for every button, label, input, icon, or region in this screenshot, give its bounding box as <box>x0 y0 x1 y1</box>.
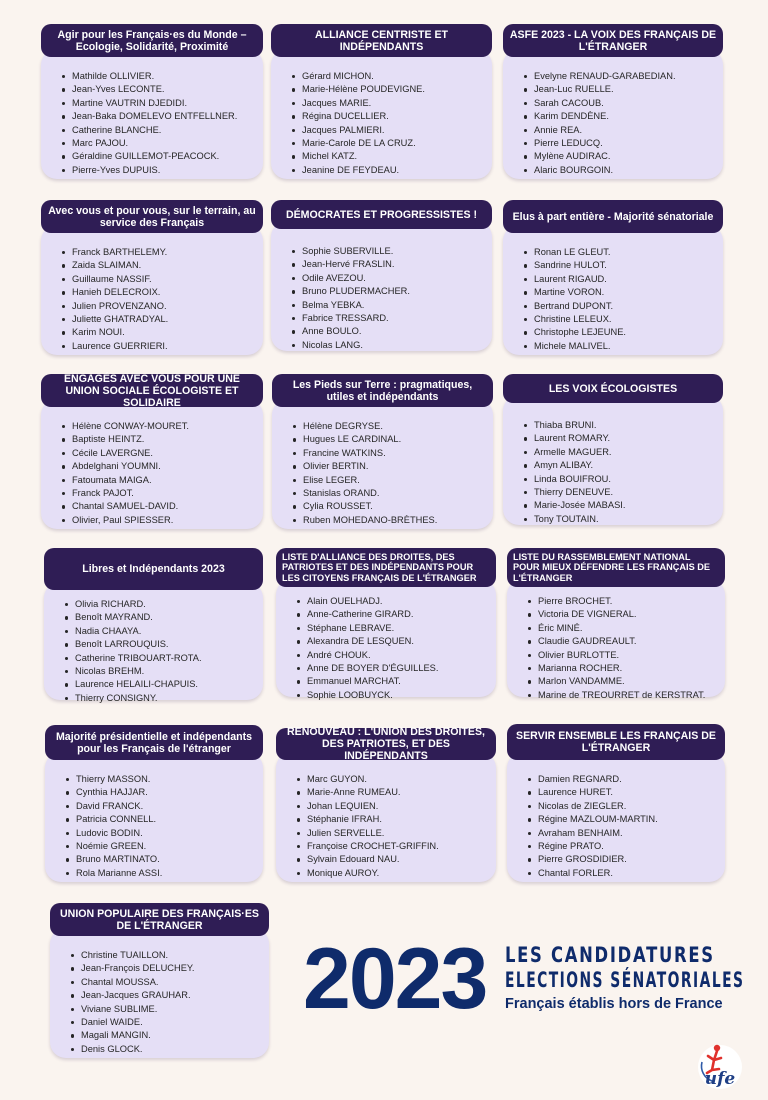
list-card <box>507 548 725 700</box>
candidate-item: Amyn ALIBAY. <box>522 459 723 472</box>
candidate-item: Fabrice TRESSARD. <box>290 312 492 325</box>
list-card <box>41 24 263 179</box>
candidate-list-body <box>41 399 263 529</box>
list-title: ALLIANCE CENTRISTE ET INDÉPENDANTS <box>271 24 492 57</box>
candidate-item: Linda BOUIFROU. <box>522 473 723 486</box>
candidate-item: Stéphanie IFRAH. <box>295 813 496 826</box>
list-card <box>271 200 492 351</box>
candidate-list <box>522 70 723 177</box>
list-card <box>272 374 493 529</box>
candidate-item: Michel KATZ. <box>290 150 492 163</box>
candidate-item: Jacques MARIE. <box>290 97 492 110</box>
candidate-item: Jean-Hervé FRASLIN. <box>290 258 492 271</box>
candidate-item: Christine TUAILLON. <box>69 949 269 962</box>
candidate-item: Marlon VANDAMME. <box>526 675 725 688</box>
candidate-item: Bertrand DUPONT. <box>522 300 723 313</box>
candidate-list <box>526 595 725 702</box>
candidate-item: Patricia CONNELL. <box>64 813 263 826</box>
candidate-item: Jean-Baka DOMELEVO ENTFELLNER. <box>60 110 263 123</box>
candidate-list <box>63 598 263 705</box>
candidate-list <box>526 773 725 880</box>
candidate-list <box>295 595 496 702</box>
candidate-item: Karim DENDÈNE. <box>522 110 723 123</box>
subtitle-francais-etranger: Français établis hors de France <box>505 996 723 1012</box>
candidate-item: Julien SERVELLE. <box>295 827 496 840</box>
candidate-item: Juliette GHATRADYAL. <box>60 313 263 326</box>
ufe-logo <box>690 1040 746 1090</box>
candidate-item: Christine LELEUX. <box>522 313 723 326</box>
candidate-item: Monique AUROY. <box>295 867 496 880</box>
candidate-item: Francine WATKINS. <box>291 447 493 460</box>
list-title: Avec vous et pour vous, sur le terrain, au service des Français <box>41 200 263 233</box>
list-title: RENOUVEAU : L'UNION DES DROITES, DES PATRIOTES, ET DES INDÉPENDANTS <box>276 728 496 760</box>
list-title: ENGAGÉS AVEC VOUS POUR UNE UNION SOCIALE ÉCOLOGISTE ET SOLIDAIRE <box>41 374 263 407</box>
candidate-item: Julien PROVENZANO. <box>60 300 263 313</box>
candidate-item: Gérard MICHON. <box>290 70 492 83</box>
candidate-item: Claudie GAUDREAULT. <box>526 635 725 648</box>
candidate-list-body <box>271 49 492 179</box>
candidate-item: Olivia RICHARD. <box>63 598 263 611</box>
candidate-item: Mylène AUDIRAC. <box>522 150 723 163</box>
candidate-item: André CHOUK. <box>295 649 496 662</box>
candidate-item: Hélène CONWAY-MOURET. <box>60 420 263 433</box>
candidate-item: Marie-Josée MABASI. <box>522 499 723 512</box>
list-card <box>503 374 723 525</box>
candidate-item: Bruno PLUDERMACHER. <box>290 285 492 298</box>
candidate-item: Franck PAJOT. <box>60 487 263 500</box>
candidate-list <box>60 70 263 177</box>
candidate-list-body <box>503 395 723 525</box>
candidate-item: Cécile LAVERGNE. <box>60 447 263 460</box>
candidate-item: Jeanine DE FEYDEAU. <box>290 164 492 177</box>
list-card <box>276 548 496 700</box>
candidate-list-body <box>507 752 725 882</box>
candidate-list <box>69 949 269 1056</box>
candidate-item: Thierry DENEUVE. <box>522 486 723 499</box>
candidate-item: Alexandra DE LESQUEN. <box>295 635 496 648</box>
candidate-item: Catherine BLANCHE. <box>60 124 263 137</box>
candidate-item: Alaric BOURGOIN. <box>522 164 723 177</box>
list-title: Les Pieds sur Terre : pragmatiques, utiles et indépendants <box>272 374 493 407</box>
candidate-item: Emmanuel MARCHAT. <box>295 675 496 688</box>
candidate-item: Rola Marianne ASSI. <box>64 867 263 880</box>
candidate-item: Anne DE BOYER D'ÉGUILLES. <box>295 662 496 675</box>
candidate-item: Martine VAUTRIN DJEDIDI. <box>60 97 263 110</box>
candidate-item: Régina DUCELLIER. <box>290 110 492 123</box>
candidate-item: Marc GUYON. <box>295 773 496 786</box>
candidate-item: Thiaba BRUNI. <box>522 419 723 432</box>
candidate-item: Cylia ROUSSET. <box>291 500 493 513</box>
candidate-item: Chantal SAMUEL-DAVID. <box>60 500 263 513</box>
candidate-list-body <box>50 928 269 1058</box>
candidate-item: Fatoumata MAIGA. <box>60 474 263 487</box>
candidate-item: Géraldine GUILLEMOT-PEACOCK. <box>60 150 263 163</box>
candidate-item: Laurence GUERRIERI. <box>60 340 263 353</box>
candidate-item: Noémie GREEN. <box>64 840 263 853</box>
candidate-item: Jean-François DELUCHEY. <box>69 962 269 975</box>
list-card <box>41 374 263 529</box>
candidate-item: Stéphane LEBRAVE. <box>295 622 496 635</box>
candidate-item: Elise LEGER. <box>291 474 493 487</box>
candidate-item: Marc PAJOU. <box>60 137 263 150</box>
candidate-item: Marine de TREOURRET de KERSTRAT. <box>526 689 725 702</box>
poster-title <box>303 931 753 1027</box>
candidate-item: Olivier, Paul SPIESSER. <box>60 514 263 527</box>
candidate-item: Guillaume NASSIF. <box>60 273 263 286</box>
list-card <box>276 728 496 882</box>
candidate-item: Pierre GROSDIDIER. <box>526 853 725 866</box>
candidate-item: David FRANCK. <box>64 800 263 813</box>
candidate-list <box>291 420 493 527</box>
candidate-item: Benoît LARROUQUIS. <box>63 638 263 651</box>
candidate-list-body <box>45 752 263 882</box>
list-card <box>50 903 269 1058</box>
candidate-item: Pierre BROCHET. <box>526 595 725 608</box>
list-card <box>503 200 723 355</box>
candidate-item: Zaida SLAIMAN. <box>60 259 263 272</box>
list-title: Majorité présidentielle et indépendants pour les Français de l'étranger <box>45 725 263 760</box>
candidate-item: Abdelghani YOUMNI. <box>60 460 263 473</box>
candidate-item: Bruno MARTINATO. <box>64 853 263 866</box>
candidate-item: Michele MALIVEL. <box>522 340 723 353</box>
list-title: LES VOIX ÉCOLOGISTES <box>503 374 723 403</box>
candidate-item: Jean-Yves LECONTE. <box>60 83 263 96</box>
candidate-item: Christophe LEJEUNE. <box>522 326 723 339</box>
candidate-item: Hélène DEGRYSE. <box>291 420 493 433</box>
candidate-list-body <box>41 49 263 179</box>
candidate-item: Victoria DE VIGNERAL. <box>526 608 725 621</box>
list-card <box>41 200 263 355</box>
candidate-item: Armelle MAGUER. <box>522 446 723 459</box>
list-card <box>507 724 725 882</box>
list-title: Elus à part entière - Majorité sénatoriale <box>503 200 723 233</box>
candidate-list-body <box>276 752 496 882</box>
candidate-item: Marie-Anne RUMEAU. <box>295 786 496 799</box>
candidate-item: Chantal MOUSSA. <box>69 976 269 989</box>
candidate-item: Laurent ROMARY. <box>522 432 723 445</box>
candidate-item: Martine VORON. <box>522 286 723 299</box>
candidate-list-body <box>503 225 723 355</box>
candidate-list-body <box>271 221 492 351</box>
candidate-item: Odile AVEZOU. <box>290 272 492 285</box>
candidate-item: Anne-Catherine GIRARD. <box>295 608 496 621</box>
candidate-item: Sylvain Edouard NAU. <box>295 853 496 866</box>
candidate-item: Catherine TRIBOUART-ROTA. <box>63 652 263 665</box>
list-title: Agir pour les Français·es du Monde – Ecologie, Solidarité, Proximité <box>41 24 263 57</box>
candidate-list <box>295 773 496 880</box>
list-title: ASFE 2023 - LA VOIX DES FRANÇAIS DE L'ÉTRANGER <box>503 24 723 57</box>
candidate-item: Viviane SUBLIME. <box>69 1003 269 1016</box>
candidate-item: Marie-Carole DE LA CRUZ. <box>290 137 492 150</box>
candidate-item: Nicolas de ZIEGLER. <box>526 800 725 813</box>
candidate-item: Ronan LE GLEUT. <box>522 246 723 259</box>
candidate-list <box>290 245 492 352</box>
candidate-list <box>60 420 263 527</box>
candidate-list-body <box>44 582 263 703</box>
list-card <box>271 24 492 179</box>
candidate-item: Laurence HELAILI-CHAPUIS. <box>63 678 263 691</box>
candidate-item: Laurence HURET. <box>526 786 725 799</box>
candidate-item: Chantal FORLER. <box>526 867 725 880</box>
candidate-item: Hugues LE CARDINAL. <box>291 433 493 446</box>
year-title: 2023 <box>303 931 487 1027</box>
candidate-item: Sarah CACOUB. <box>522 97 723 110</box>
title-line-elections: ELECTIONS SÉNATORIALES <box>505 968 745 992</box>
candidate-item: Belma YEBKA. <box>290 299 492 312</box>
candidate-item: Daniel WAIDE. <box>69 1016 269 1029</box>
candidate-item: Éric MINÉ. <box>526 622 725 635</box>
candidate-list-body <box>41 225 263 355</box>
candidate-list-body <box>507 579 725 700</box>
candidate-item: Thierry CONSIGNY. <box>63 692 263 705</box>
candidate-item: Olivier BURLOTTE. <box>526 649 725 662</box>
candidate-item: Denis GLOCK. <box>69 1043 269 1056</box>
candidate-item: Damien REGNARD. <box>526 773 725 786</box>
candidate-item: Nicolas LANG. <box>290 339 492 352</box>
candidate-list-body <box>276 579 496 700</box>
candidate-item: Alain OUELHADJ. <box>295 595 496 608</box>
list-title: DÉMOCRATES ET PROGRESSISTES ! <box>271 200 492 229</box>
candidate-list <box>522 246 723 353</box>
list-title: SERVIR ENSEMBLE LES FRANÇAIS DE L'ÉTRANGER <box>507 724 725 760</box>
candidate-item: Régine MAZLOUM-MARTIN. <box>526 813 725 826</box>
candidate-item: Franck BARTHELEMY. <box>60 246 263 259</box>
candidate-item: Olivier BERTIN. <box>291 460 493 473</box>
candidate-item: Thierry MASSON. <box>64 773 263 786</box>
candidate-item: Stanislas ORAND. <box>291 487 493 500</box>
candidate-item: Sandrine HULOT. <box>522 259 723 272</box>
candidate-list <box>60 246 263 353</box>
candidate-item: Laurent RIGAUD. <box>522 273 723 286</box>
candidate-list <box>522 419 723 526</box>
list-title: UNION POPULAIRE DES FRANÇAIS·ES DE L'ÉTRANGER <box>50 903 269 936</box>
candidate-item: Sophie LOOBUYCK. <box>295 689 496 702</box>
candidate-item: Anne BOULO. <box>290 325 492 338</box>
candidate-item: Marianna ROCHER. <box>526 662 725 675</box>
candidate-item: Régine PRATO. <box>526 840 725 853</box>
logo-text: ufe <box>704 1069 736 1089</box>
candidate-item: Jacques PALMIERI. <box>290 124 492 137</box>
candidate-item: Johan LEQUIEN. <box>295 800 496 813</box>
candidate-list-body <box>272 399 493 529</box>
candidate-item: Benoît MAYRAND. <box>63 611 263 624</box>
candidate-item: Jean-Jacques GRAUHAR. <box>69 989 269 1002</box>
candidate-item: Pierre-Yves DUPUIS. <box>60 164 263 177</box>
candidate-item: Nicolas BREHM. <box>63 665 263 678</box>
candidate-list <box>290 70 492 177</box>
candidate-item: Avraham BENHAIM. <box>526 827 725 840</box>
candidate-item: Sophie SUBERVILLE. <box>290 245 492 258</box>
candidate-item: Ludovic BODIN. <box>64 827 263 840</box>
candidate-item: Evelyne RENAUD-GARABEDIAN. <box>522 70 723 83</box>
candidate-item: Marie-Hélène POUDEVIGNE. <box>290 83 492 96</box>
title-line-candidatures: LES CANDIDATURES <box>505 943 715 967</box>
candidate-item: Annie REA. <box>522 124 723 137</box>
candidate-item: Cynthia HAJJAR. <box>64 786 263 799</box>
candidate-item: Tony TOUTAIN. <box>522 513 723 526</box>
candidate-item: Jean-Luc RUELLE. <box>522 83 723 96</box>
candidate-item: Baptiste HEINTZ. <box>60 433 263 446</box>
list-card <box>45 725 263 882</box>
candidate-item: Pierre LEDUCQ. <box>522 137 723 150</box>
candidate-item: Hanieh DELECROIX. <box>60 286 263 299</box>
candidate-item: Nadia CHAAYA. <box>63 625 263 638</box>
list-card <box>44 548 263 703</box>
candidate-item: Françoise CROCHET-GRIFFIN. <box>295 840 496 853</box>
list-title: Libres et Indépendants 2023 <box>44 548 263 590</box>
list-card <box>503 24 723 179</box>
list-title: LISTE D'ALLIANCE DES DROITES, DES PATRIOTES ET DES INDÉPENDANTS POUR LES CITOYENS FRANÇAIS DE L'ÉTRANGER <box>276 548 496 587</box>
candidate-item: Mathilde OLLIVIER. <box>60 70 263 83</box>
candidate-item: Ruben MOHEDANO-BRÈTHES. <box>291 514 493 527</box>
candidate-item: Karim NOUI. <box>60 326 263 339</box>
candidate-list-body <box>503 49 723 179</box>
list-title: LISTE DU RASSEMBLEMENT NATIONAL POUR MIEUX DÉFENDRE LES FRANÇAIS DE L'ÉTRANGER <box>507 548 725 587</box>
candidate-item: Magali MANGIN. <box>69 1029 269 1042</box>
candidate-list <box>64 773 263 880</box>
